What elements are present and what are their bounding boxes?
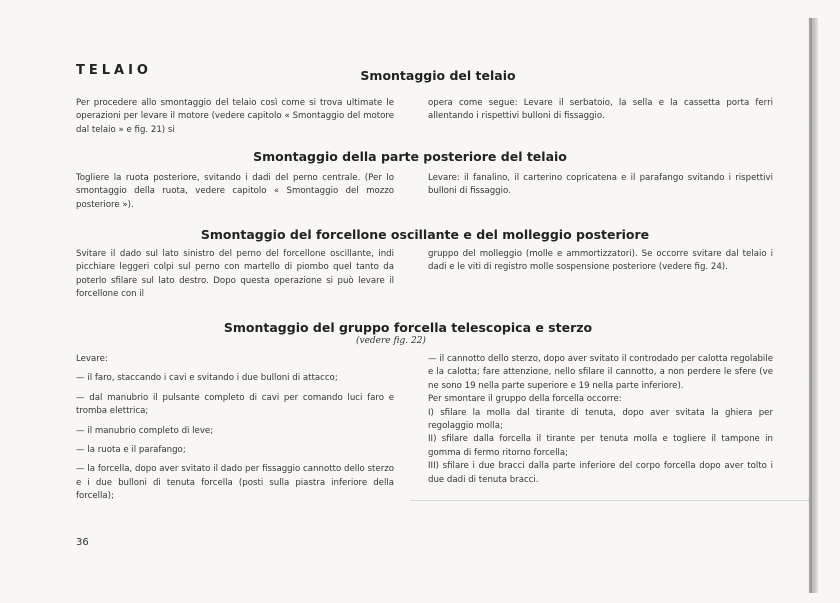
- section-1-left-column: [76, 97, 394, 137]
- figure-reference: (vedere fig. 22): [356, 336, 426, 346]
- list-item: — la forcella, dopo aver svitato il dado per fissaggio cannotto dello sterzo e i due bulloni di tenuta forcella (posti sulla piastra inferiore della forcella);: [76, 464, 394, 502]
- paragraph: Levare: il fanalino, il carterino copricatena e il parafango svitando i rispettivi bulloni di fissaggio.: [428, 173, 773, 197]
- heading-parte-posteriore: Smontaggio della parte posteriore del telaio: [253, 149, 567, 164]
- heading-forcella-sterzo: Smontaggio del gruppo forcella telescopica e sterzo: [223, 320, 593, 335]
- section-4-left-column: [76, 353, 394, 504]
- list-item: — il faro, staccando i cavi e svitando i due bulloni di attacco;: [76, 373, 338, 384]
- paragraph: opera come segue: Levare il serbatoio, la sella e la cassetta porta ferri allentando i rispettivi bulloni di fissaggio.: [428, 98, 773, 122]
- paragraph: gruppo del molleggio (molle e ammortizzatori). Se occorre svitare dal telaio i dadi e le viti di registro molle sospensione posteriore (vedere fig. 24).: [428, 249, 773, 273]
- paragraph: Togliere la ruota posteriore, svitando i dadi del perno centrale. (Per lo smontaggio della ruota, vedere capitolo « Smontaggio del mozzo posteriore »).: [76, 173, 394, 210]
- section-3-right-column: [428, 248, 773, 275]
- list-item: III) sfilare i due bracci dalla parte inferiore del corpo forcella dopo aver tolto i due dadi di tenuta bracci.: [428, 461, 773, 485]
- section-4-right-column: [428, 353, 773, 487]
- list-item: — dal manubrio il pulsante completo di cavi per comando luci faro e tromba elettrica;: [76, 392, 394, 417]
- paragraph: Per procedere allo smontaggio del telaio così come si trova ultimate le operazioni per levare il motore (vedere capitolo « Smontaggio del motore dal telaio » e fig. 21) si: [76, 98, 394, 135]
- list-item: I) sfilare la molla dal tirante di tenuta, dopo aver svitata la ghiera per regolaggio molla;: [428, 407, 773, 432]
- section-1-right-column: [428, 97, 773, 124]
- list-item: — la ruota e il parafango;: [76, 445, 186, 456]
- list-item: — il manubrio completo di leve;: [76, 425, 214, 436]
- page-edge-shadow: [808, 18, 818, 593]
- page-fold-mark: [410, 500, 810, 501]
- list-item: Levare:: [76, 354, 108, 364]
- section-2-left-column: [76, 172, 394, 212]
- section-2-right-column: [428, 172, 773, 199]
- list-item: Per smontare il gruppo della forcella occorre:: [428, 394, 622, 405]
- heading-smontaggio-telaio: Smontaggio del telaio: [360, 68, 516, 83]
- paragraph: Svitare il dado sul lato sinistro del perno del forcellone oscillante, indi picchiare leggeri colpi sul perno con martello di piombo quel tanto da poterlo sfilare sul lato destro. Dopo questa operazione si può levare il forcellone con il: [76, 249, 394, 300]
- list-item: — il cannotto dello sterzo, dopo aver svitato il controdado per calotta regolabile e la calotta; fare attenzione, nello sfilare il cannotto, a non perdere le sfere (ve ne sono 19 nella parte superiore e 19 nella parte inferiore).: [428, 354, 773, 391]
- section-3-left-column: [76, 248, 394, 302]
- list-item: II) sfilare dalla forcella il tirante per tenuta molla e togliere il tampone in gomma di fermo ritorno forcella;: [428, 434, 773, 458]
- section-label: TELAIO: [76, 63, 152, 78]
- page-number: 36: [76, 537, 89, 548]
- heading-forcellone-molleggio: Smontaggio del forcellone oscillante e del molleggio posteriore: [200, 227, 650, 242]
